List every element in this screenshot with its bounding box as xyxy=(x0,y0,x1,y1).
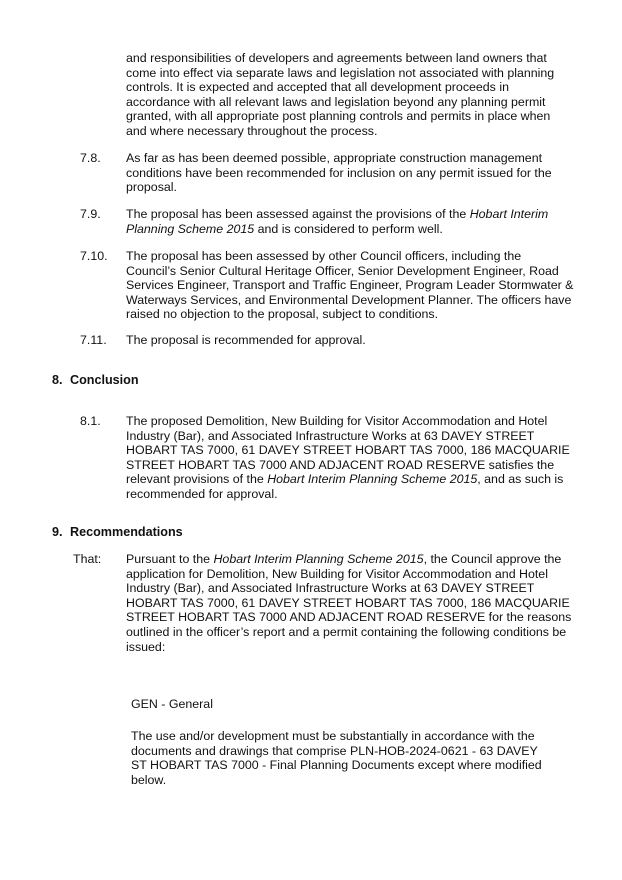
recommendations-heading xyxy=(52,525,183,540)
condition-title: GEN - General xyxy=(131,697,213,711)
recommendation-text-after: , the Council approve the application for Demolition, New Building for Visitor Accommodation and Hotel Industry (Bar), and Associated Infrastructure Works at 63 DAVEY STREET HOBART TAS 7000, 61 DAVEY STREET HOBART TAS 7000, 186 MACQUARIE STREET HOBART TAS 7000 AND ADJACENT ROAD RESERVE for the reasons outlined in the officer’s report and a permit containing the following conditions be issued: xyxy=(126,552,572,654)
recommendation-text-before: Pursuant to the xyxy=(126,552,214,566)
recommendations-heading-number: 9. xyxy=(52,525,63,539)
item-text-8-1 xyxy=(126,414,574,502)
item-text-7-11: The proposal is recommended for approval. xyxy=(126,333,366,347)
conclusion-heading-number: 8. xyxy=(52,373,63,387)
item-text-8-1-before: The proposed Demolition, New Building for Visitor Accommodation and Hotel Industry (Bar), and Associated Infrastructure Works at 63 DAVEY STREET HOBART TAS 7000, 61 DAVEY STREET HOBART TAS 7000, 186 MACQUARIE STREET HOBART TAS 7000 AND ADJACENT ROAD RESERVE satisfies the relevant provisions of the xyxy=(126,414,570,487)
that-label: That: xyxy=(73,552,102,566)
recommendation-paragraph xyxy=(126,552,576,654)
item-text-7-9-before: The proposal has been assessed against the provisions of the xyxy=(126,207,470,221)
item-number-7-10: 7.10. xyxy=(80,249,108,263)
conclusion-heading xyxy=(52,373,139,388)
continuation-paragraph: and responsibilities of developers and agreements between land owners that come into effect via separate laws and legislation not associated with planning controls. It is expected and accepted that all development proceeds in accordance with all relevant laws and legislation beyond any planning permit granted, with all appropriate post planning controls and permits in place when and where necessary throughout the process. xyxy=(126,51,555,138)
item-number-7-11: 7.11. xyxy=(80,333,107,347)
item-number-7-8: 7.8. xyxy=(80,151,101,165)
item-text-7-8: As far as has been deemed possible, appropriate construction management conditions have been recommended for inclusion on any permit issued for the proposal. xyxy=(126,151,552,195)
item-number-7-9: 7.9. xyxy=(80,207,101,221)
item-number-8-1: 8.1. xyxy=(80,414,101,428)
item-text-8-1-after: , and as such is recommended for approval. xyxy=(126,472,564,501)
item-text-7-9-after: and is considered to perform well. xyxy=(254,221,443,236)
scheme-name-7-9: Hobart Interim Planning Scheme 2015 xyxy=(126,207,549,236)
scheme-name-recommendation: Hobart Interim Planning Scheme 2015 xyxy=(213,552,424,566)
scheme-name-8-1: Hobart Interim Planning Scheme 2015 xyxy=(267,472,478,487)
item-text-7-9 xyxy=(126,207,574,236)
recommendations-heading-title: Recommendations xyxy=(70,525,183,539)
conclusion-heading-title: Conclusion xyxy=(70,373,139,387)
item-text-7-10: The proposal has been assessed by other Council officers, including the Council’s Senior Cultural Heritage Officer, Senior Development Engineer, Road Services Engineer, Transport and Traffic Engineer, Program Leader Stormwater & Waterways Services, and Environmental Development Planner. The officers have raised no objection to the proposal, subject to conditions. xyxy=(126,249,574,322)
condition-text: The use and/or development must be substantially in accordance with the documents and drawings that comprise PLN-HOB-2024-0621 - 63 DAVEY ST HOBART TAS 7000 - Final Planning Documents except where modified below. xyxy=(131,729,542,787)
